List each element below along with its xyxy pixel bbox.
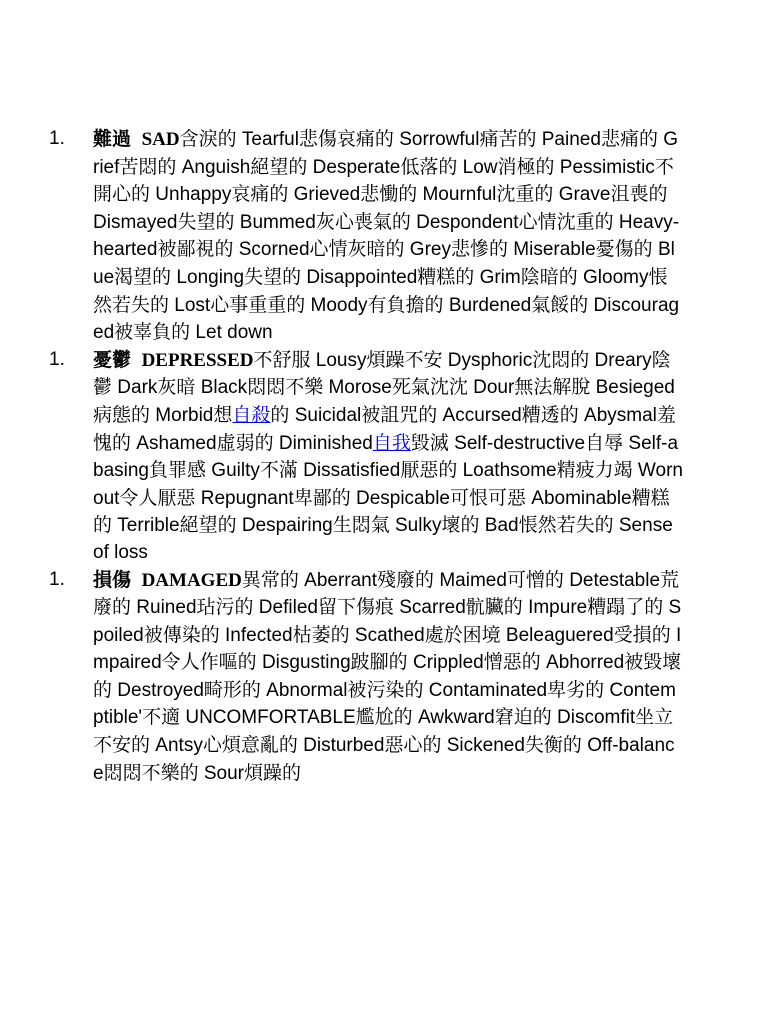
list-item: [0, 347, 768, 567]
term-english: Scathed: [349, 624, 425, 646]
term-english: Low: [457, 156, 498, 178]
term-english: Sickened: [441, 735, 525, 757]
heading-chinese: 損傷: [93, 568, 132, 591]
term-chinese: 負罪感: [149, 459, 207, 482]
term-english: Dreary: [589, 349, 652, 371]
term-chinese: 毀滅: [410, 431, 449, 454]
term-english: Sorrowful: [393, 129, 480, 150]
list-number: 1.: [49, 568, 65, 590]
entry-text: [93, 347, 683, 567]
term-chinese: 糟糕的: [417, 265, 475, 288]
term-english: Repugnant: [195, 487, 294, 509]
term-chinese: 骯臟的: [465, 596, 523, 619]
term-english: Destroyed: [112, 679, 204, 701]
term-chinese: 沮喪的: [610, 183, 668, 206]
term-english: Scarred: [393, 597, 466, 619]
term-chinese: 厭惡的: [400, 459, 458, 482]
term-chinese: 絕望的: [179, 514, 237, 537]
term-english: Let down: [190, 322, 273, 344]
term-english: Spoiled: [93, 597, 682, 646]
term-english: Desperate: [307, 156, 401, 178]
term-english: Disappointed: [301, 266, 418, 288]
term-chinese: 悲慘的: [450, 238, 508, 261]
term-chinese: 含淚的: [179, 128, 237, 150]
term-english: Tearful: [236, 129, 299, 150]
list-item: [0, 126, 768, 347]
term-chinese: 沈悶的: [532, 348, 590, 371]
term-english: Unhappy: [150, 184, 232, 206]
term-chinese: 心煩意亂的: [202, 734, 298, 757]
term-chinese: 悵然若失的: [518, 514, 614, 537]
term-english: Detestable: [563, 569, 661, 591]
term-english: Despondent: [410, 211, 519, 233]
term-chinese: 被鄙視的: [157, 238, 234, 261]
term-english: Disturbed: [297, 735, 385, 757]
heading-chinese: 憂鬱: [93, 348, 132, 371]
term-english: Guilty: [206, 460, 260, 482]
term-chinese: 生悶氣: [332, 514, 390, 537]
term-chinese: 不滿: [259, 459, 298, 482]
inline-link[interactable]: 自殺: [232, 403, 271, 426]
term-chinese: 壞的: [441, 514, 480, 537]
term-english: Abominable: [526, 487, 632, 509]
term-chinese: 低落的: [400, 155, 458, 178]
term-english: Grave: [553, 184, 611, 206]
term-english: Contemptible': [93, 679, 676, 729]
list-number: 1.: [49, 348, 65, 370]
term-english: Self-abasing: [93, 432, 679, 482]
term-chinese: 令人作嘔的: [161, 651, 257, 674]
term-english: Suicidal: [289, 404, 362, 426]
term-chinese: 痛苦的: [479, 128, 537, 150]
term-chinese: 渴望的: [114, 265, 172, 288]
term-english: Infected: [219, 624, 293, 646]
term-chinese: 死氣沈沈: [391, 376, 468, 399]
term-chinese: 玷污的: [196, 596, 254, 619]
term-english: Impaired: [93, 624, 682, 674]
term-english: Loathsome: [457, 460, 557, 482]
term-chinese: 可恨可惡: [449, 486, 526, 509]
term-english: Sulky: [389, 515, 442, 537]
term-english: Longing: [171, 266, 245, 288]
term-english: Grim: [474, 266, 521, 288]
term-english: Crippled: [407, 652, 484, 674]
term-english: Dissatisfied: [297, 460, 401, 482]
term-chinese: 哀痛的: [231, 183, 289, 206]
term-english: Diminished: [273, 432, 373, 454]
term-chinese: 被辜負的: [114, 321, 191, 344]
term-chinese: 畸形的: [203, 678, 261, 701]
term-english: Miserable: [508, 239, 596, 261]
term-english: Anguish: [176, 156, 251, 178]
term-english: Burdened: [443, 294, 532, 316]
term-chinese: 絕望的: [250, 155, 308, 178]
term-chinese: 卑劣的: [547, 678, 605, 701]
term-chinese: 跛腳的: [350, 651, 408, 674]
term-english: Despicable: [350, 487, 450, 509]
term-english: Bad: [479, 515, 519, 537]
term-chinese: 消極的: [497, 155, 555, 178]
term-english: Worn out: [93, 460, 683, 509]
term-english: Dark: [112, 377, 158, 399]
term-chinese: 氣餒的: [531, 293, 589, 316]
term-english: Ashamed: [131, 432, 217, 454]
term-chinese: 心事重重的: [210, 293, 306, 316]
term-english: Self-destructive: [448, 432, 586, 454]
term-chinese: 處於困境: [424, 623, 501, 646]
term-english: Discouraged: [93, 294, 680, 344]
term-english: Discomfit: [551, 707, 636, 729]
term-chinese: 殘廢的: [377, 568, 435, 591]
term-chinese: 荒廢的: [93, 568, 680, 619]
term-chinese: 悶悶不樂的: [103, 761, 199, 784]
term-english: Sour: [198, 762, 245, 784]
term-chinese: 悶悶不樂: [247, 376, 324, 399]
term-english: Moody: [305, 294, 368, 316]
term-chinese: 受損的: [613, 623, 671, 646]
entry-text: [93, 567, 683, 788]
term-english: Gloomy: [577, 266, 649, 288]
term-chinese: 不開心的: [93, 155, 674, 206]
term-english: Grieved: [288, 184, 361, 206]
term-chinese: 卑鄙的: [293, 486, 351, 509]
term-english: Pessimistic: [554, 156, 655, 178]
term-english: Grey: [404, 239, 451, 261]
term-chinese: 虛弱的: [216, 431, 274, 454]
term-english: Heavy-hearted: [93, 211, 680, 261]
term-english: Beleaguered: [500, 624, 614, 646]
term-english: Morbid: [150, 404, 214, 426]
term-chinese: 糟糕的: [93, 486, 670, 537]
term-english: Impure: [522, 597, 588, 619]
term-english: Black: [195, 377, 248, 399]
term-chinese: 失衡的: [524, 734, 582, 757]
term-chinese: 灰心喪氣的: [315, 210, 411, 233]
term-chinese: 心情沈重的: [518, 210, 614, 233]
term-english: Lost: [169, 294, 211, 316]
term-english: Despairing: [236, 515, 333, 537]
term-chinese: 悲慟的: [360, 183, 418, 206]
term-chinese: 坐立不安的: [93, 706, 674, 757]
term-english: UNCOMFORTABLE: [180, 707, 356, 729]
term-english: Awkward: [412, 707, 495, 729]
term-chinese: 失望的: [244, 265, 302, 288]
term-chinese: 無法解脫: [514, 376, 591, 399]
term-english: Blue: [93, 239, 675, 288]
term-chinese: 灰暗: [157, 376, 196, 399]
term-chinese: 陰暗的: [520, 265, 578, 288]
term-chinese: 精疲力竭: [556, 459, 633, 482]
term-chinese: 憎惡的: [483, 651, 541, 674]
term-english: Defiled: [253, 597, 318, 619]
term-chinese: 不舒服: [253, 348, 311, 371]
inline-link[interactable]: 自我: [372, 431, 411, 454]
term-chinese: 悲傷哀痛的: [298, 128, 394, 150]
term-english: Dismayed: [93, 211, 178, 233]
term-chinese: 令人厭惡: [119, 486, 196, 509]
heading-english: DEPRESSED: [141, 349, 254, 371]
term-english: Bummed: [234, 211, 316, 233]
term-english: Grief: [93, 129, 679, 178]
term-chinese: 惡心的: [384, 734, 442, 757]
term-chinese: 陰鬱: [93, 348, 671, 399]
term-chinese: 糟透的: [521, 403, 579, 426]
heading-chinese: 難過: [93, 128, 132, 150]
term-english: Aberrant: [298, 569, 378, 591]
term-chinese: 可憎的: [506, 568, 564, 591]
term-chinese: 沈重的: [496, 183, 554, 206]
term-english: Dysphoric: [442, 349, 533, 371]
term-chinese: 被污染的: [347, 678, 424, 701]
term-chinese: 失望的: [177, 210, 235, 233]
term-english: Besieged: [590, 377, 675, 399]
term-chinese: 尷尬的: [355, 706, 413, 729]
term-english: Accursed: [437, 404, 522, 426]
term-chinese: 糟蹋了的: [587, 596, 664, 619]
term-chinese: 憂傷的: [595, 238, 653, 261]
term-chinese: 枯萎的: [292, 623, 350, 646]
term-english: Lousy: [310, 349, 367, 371]
term-english: Antsy: [150, 735, 203, 757]
term-chinese: 被詛咒的: [361, 403, 438, 426]
term-english: Abysmal: [578, 404, 657, 426]
term-chinese: 的: [270, 403, 290, 426]
emotion-vocabulary-list: [0, 126, 768, 787]
term-english: Ruined: [131, 597, 197, 619]
term-english: Disgusting: [256, 652, 351, 674]
list-number: 1.: [49, 128, 65, 149]
term-chinese: 留下傷痕: [317, 596, 394, 619]
term-english: Dour: [467, 377, 515, 399]
term-chinese: 想: [213, 403, 233, 426]
term-english: Contaminated: [423, 679, 548, 701]
term-english: Terrible: [112, 515, 180, 537]
term-chinese: 羞愧的: [93, 403, 676, 454]
term-english: Abnormal: [260, 679, 348, 701]
term-chinese: 不適: [142, 706, 181, 729]
term-chinese: 自辱: [585, 431, 624, 454]
term-chinese: 悵然若失的: [93, 265, 668, 316]
heading-english: SAD: [141, 129, 180, 150]
term-english: Scorned: [233, 239, 310, 261]
term-chinese: 被毀壞的: [93, 651, 682, 701]
term-english: Morose: [323, 377, 392, 399]
entry-text: [93, 126, 683, 347]
term-chinese: 有負擔的: [367, 293, 444, 316]
term-chinese: 被傳染的: [143, 623, 220, 646]
term-chinese: 悲痛的: [600, 128, 658, 150]
term-chinese: 心情灰暗的: [309, 238, 405, 261]
term-chinese: 苦悶的: [119, 155, 177, 178]
list-item: [0, 567, 768, 788]
term-english: Abhorred: [540, 652, 625, 674]
term-chinese: 窘迫的: [494, 706, 552, 729]
term-english: Mournful: [417, 184, 497, 206]
term-english: Maimed: [434, 569, 507, 591]
heading-english: DAMAGED: [141, 569, 242, 591]
term-chinese: 煩躁的: [244, 761, 302, 784]
term-english: Off-balance: [93, 735, 675, 784]
term-chinese: 煩躁不安: [366, 348, 443, 371]
term-english: Pained: [536, 129, 601, 150]
term-chinese: 異常的: [241, 568, 299, 591]
term-english: Sense of loss: [93, 515, 673, 563]
term-chinese: 病態的: [93, 403, 151, 426]
